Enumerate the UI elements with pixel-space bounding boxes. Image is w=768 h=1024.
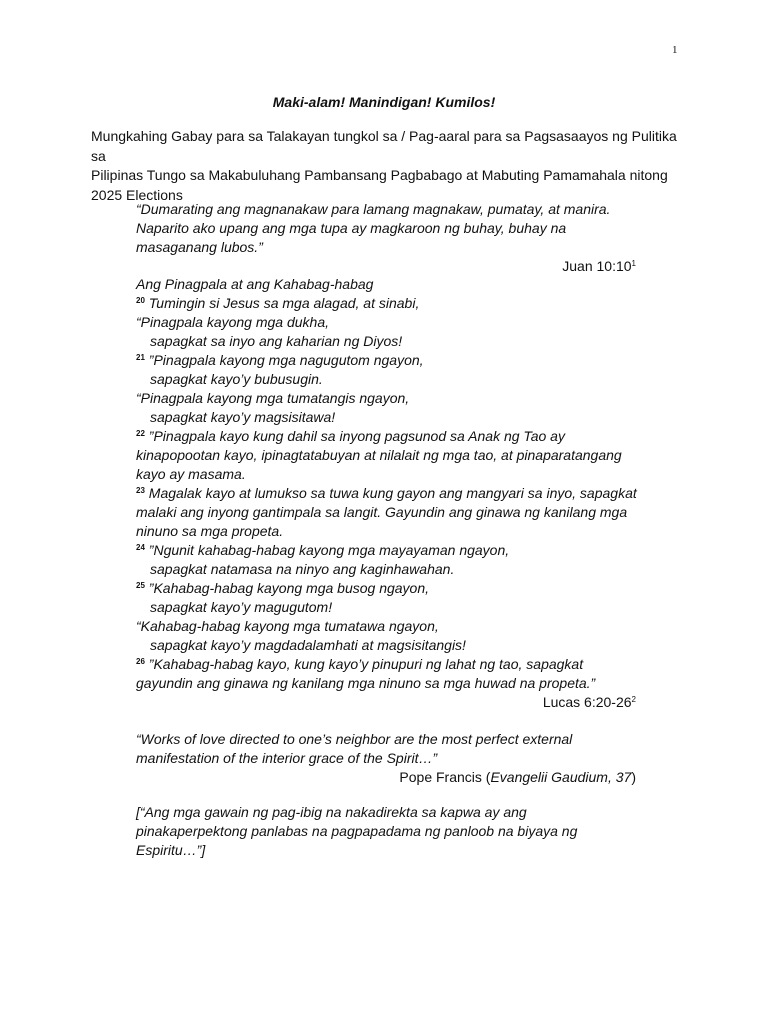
verse-line	[136, 503, 636, 522]
intro-line: Pilipinas Tungo sa Makabuluhang Pambansang Pagbabago at Mabuting Pamamahala nitong	[91, 167, 668, 183]
quote-line: Naparito ako upang ang mga tupa ay magkaroon ng buhay, buhay na	[136, 220, 567, 236]
verse-text: sapagkat kayo’y bubusugin.	[150, 371, 323, 387]
quote-line: “Dumarating ang magnanakaw para lamang magnakaw, pumatay, at manira.	[136, 201, 611, 217]
verse-line	[136, 408, 636, 427]
verse-line	[136, 370, 636, 389]
verse-line	[136, 522, 636, 541]
verse-text: sapagkat kayo’y magsisitawa!	[150, 409, 336, 425]
verse-line	[136, 351, 636, 370]
page-number: 1	[672, 44, 678, 56]
verse-text: ”Pinagpala kayong mga nagugutom ngayon,	[148, 352, 424, 368]
verse-line	[136, 446, 636, 465]
verse-text: ”Ngunit kahabag-habag kayong mga mayayaman ngayon,	[148, 542, 510, 558]
verse-line	[136, 560, 636, 579]
verse-line	[136, 598, 636, 617]
verse-text: ninuno sa mga propeta.	[136, 523, 284, 539]
reference-text: Juan 10:10	[562, 258, 632, 274]
verse-line	[136, 465, 636, 484]
verse-line	[136, 541, 636, 560]
verse-line	[136, 427, 636, 446]
reference-text: Lucas 6:20-26	[542, 694, 632, 710]
quote-line: [“Ang mga gawain ng pag-ibig na nakadirekta sa kapwa ay ang	[136, 804, 527, 820]
verse-text: Tumingin si Jesus sa mga alagad, at sinabi,	[148, 295, 420, 311]
verse-text: gayundin ang ginawa ng kanilang mga ninuno sa mga huwad na propeta.”	[136, 675, 596, 691]
verse-line	[136, 636, 636, 655]
quote-translation	[136, 803, 636, 860]
quote-lucas	[136, 275, 636, 712]
quote-line: masaganang lubos.”	[136, 239, 263, 255]
scripture-reference	[136, 693, 636, 712]
quote-pope-francis	[136, 730, 636, 787]
verse-line	[136, 579, 636, 598]
verse-text: sapagkat kayo’y magugutom!	[150, 599, 333, 615]
verse-number: 22	[136, 429, 145, 438]
verse-text: “Pinagpala kayong mga tumatangis ngayon,	[136, 390, 410, 406]
verse-text: ”Pinagpala kayo kung dahil sa inyong pagsunod sa Anak ng Tao ay	[148, 428, 565, 444]
verse-line	[136, 332, 636, 351]
verse-line	[136, 389, 636, 408]
verse-number: 20	[136, 296, 145, 305]
verse-text: ”Kahabag-habag kayo, kung kayo’y pinupuri ng lahat ng tao, sapagkat	[148, 656, 584, 672]
verse-text: sapagkat sa inyo ang kaharian ng Diyos!	[150, 333, 403, 349]
attribution-close: )	[631, 769, 636, 785]
quote-line: pinakaperpektong panlabas na pagpapadama ng panloob na biyaya ng	[136, 823, 578, 839]
quote-juan	[136, 200, 636, 276]
quote-line: “Works of love directed to one’s neighbor are the most perfect external	[136, 731, 573, 747]
verse-text: kayo ay masama.	[136, 466, 246, 482]
verse-text: kinapopootan kayo, ipinagtatabuyan at nilalait ng mga tao, at pinaparatangang	[136, 447, 622, 463]
verse-text: ”Kahabag-habag kayong mga busog ngayon,	[148, 580, 430, 596]
verse-line	[136, 294, 636, 313]
attribution-source: Evangelii Gaudium, 37	[490, 769, 632, 785]
verse-number: 21	[136, 353, 145, 362]
quote-line: manifestation of the interior grace of the Spirit…”	[136, 750, 438, 766]
footnote-marker: 2	[631, 695, 636, 704]
document-title: Maki-alam! Manindigan! Kumilos!	[272, 94, 496, 110]
verse-line	[136, 617, 636, 636]
verse-line	[136, 674, 636, 693]
verse-text: sapagkat natamasa na ninyo ang kaginhawahan.	[150, 561, 455, 577]
intro-line: 2025 Elections	[91, 186, 183, 203]
quote-line: Espiritu…”]	[136, 842, 206, 858]
verse-text: “Kahabag-habag kayong mga tumatawa ngayon,	[136, 618, 439, 634]
scripture-reference	[136, 257, 636, 276]
verse-text: “Pinagpala kayong mga dukha,	[136, 314, 330, 330]
verse-number: 25	[136, 581, 145, 590]
verse-line	[136, 655, 636, 674]
verse-number: 26	[136, 657, 145, 666]
footnote-marker: 1	[631, 259, 636, 268]
verse-line	[136, 484, 636, 503]
quote-attribution	[136, 768, 636, 787]
verse-number: 23	[136, 486, 145, 495]
verse-text: Magalak kayo at lumukso sa tuwa kung gayon ang mangyari sa inyo, sapagkat	[148, 485, 637, 501]
section-heading: Ang Pinagpala at ang Kahabag-habag	[136, 276, 374, 292]
intro-line: Mungkahing Gabay para sa Talakayan tungkol sa / Pag-aaral para sa Pagsasaayos ng Pulitika sa	[91, 128, 677, 164]
verse-text: malaki ang inyong gantimpala sa langit. Gayundin ang ginawa ng kanilang mga	[136, 504, 628, 520]
attribution-author: Pope Francis (	[399, 769, 491, 785]
verse-line	[136, 313, 636, 332]
verse-number: 24	[136, 543, 145, 552]
intro-paragraph	[91, 127, 691, 205]
verse-text: sapagkat kayo’y magdadalamhati at magsisitangis!	[150, 637, 466, 653]
